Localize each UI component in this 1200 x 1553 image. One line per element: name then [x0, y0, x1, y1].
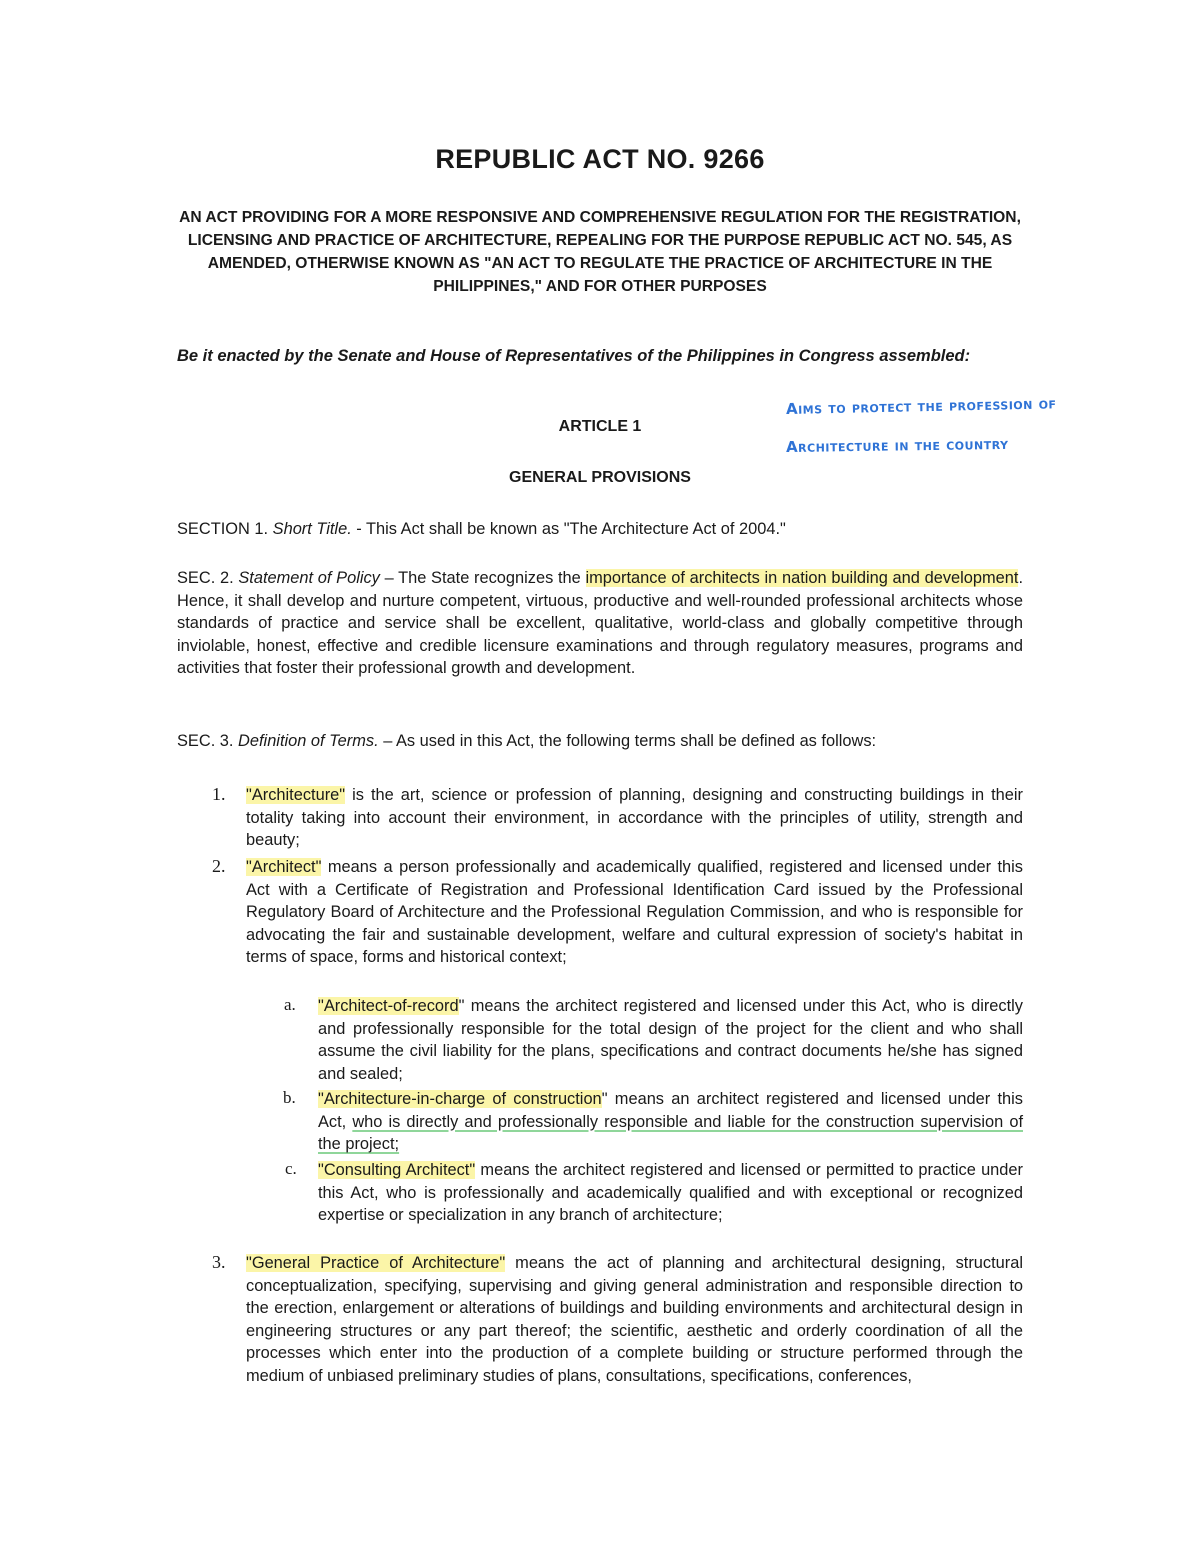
section-2 — [177, 567, 1023, 680]
definition-lead: means an architect registered and licensed under this Act, — [318, 1090, 1023, 1131]
sublist-letter: c. — [285, 1159, 297, 1178]
sublist-item — [318, 1088, 1023, 1156]
section-lead: – The State recognizes the — [379, 569, 586, 587]
article-heading: ARTICLE 1 — [558, 418, 642, 435]
section-label: SEC. 3. — [177, 732, 234, 750]
section-text: - This Act shall be known as "The Architecture Act of 2004." — [351, 520, 786, 538]
list-item — [246, 856, 1023, 969]
section-label: SECTION 1. — [177, 520, 269, 538]
sublist-letter: b. — [283, 1088, 296, 1107]
list-number: 2. — [212, 856, 226, 876]
defined-term: "General Practice of Architecture" — [246, 1254, 506, 1272]
definition-text: is the art, science or profession of planning, designing and constructing buildings in their totality taking into account their environment, in accordance with the principles of utility, strength and beauty; — [246, 786, 1023, 850]
section-label: SEC. 2. — [177, 569, 234, 587]
sublist-letter: a. — [284, 995, 296, 1014]
section-text: . Hence, it shall develop and nurture competent, virtuous, productive and well-rounded professional architects whose standards of practice and service shall be excellent, qualitative, world-class and globally competitive through inviolable, honest, effective and credible licensure examinations and through regulatory measures, programs and activities that foster their professional growth and development. — [177, 569, 1024, 678]
list-number: 3. — [212, 1252, 226, 1272]
enacting-clause: Be it enacted by the Senate and House of Representatives of the Philippines in Congress assembled: — [177, 347, 971, 365]
list-item — [246, 784, 1023, 852]
highlighted-text: importance of architects in nation building and development — [585, 569, 1019, 587]
defined-term: "Architecture-in-charge of construction — [318, 1090, 602, 1108]
section-heading: Statement of Policy — [238, 569, 380, 587]
definition-text: means the architect registered and licensed under this Act, who is directly and professionally responsible for the total design of the project for the client and who shall assume the civil liability for the plans, specifications and contract documents he/she has signed and sealed; — [318, 997, 1023, 1083]
section-1 — [177, 518, 1023, 541]
underlined-text: who is directly and professionally responsible and liable for the construction supervision of the project; — [318, 1112, 1023, 1154]
definition-text: means a person professionally and academically qualified, registered and licensed under this Act with a Certificate of Registration and Professional Identification Card issued by the Professional Regulatory Board of Architecture and the Professional Regulation Commission, and who is responsible for advocating the fair and sustainable development, welfare and cultural expression of society's habitat in terms of space, forms and historical context; — [246, 858, 1023, 967]
term-quote: " — [601, 1090, 608, 1108]
defined-term: "Consulting Architect" — [318, 1161, 476, 1179]
article-title: GENERAL PROVISIONS — [509, 469, 691, 486]
section-heading: Definition of Terms. — [238, 732, 379, 750]
list-number: 1. — [212, 784, 226, 804]
act-subtitle: AN ACT PROVIDING FOR A MORE RESPONSIVE AND COMPREHENSIVE REGULATION FOR THE REGISTRATION, LICENSING AND PRACTICE OF ARCHITECTURE, REPEALING FOR THE PURPOSE REPUBLIC ACT NO. 545, AS AMENDED, OTHERWISE KNOWN AS "AN ACT TO REGULATE THE PRACTICE OF ARCHITECTURE IN THE PHILIPPINES," AND FOR OTHER PURPOSES — [179, 209, 1021, 295]
term-quote: " — [458, 997, 465, 1015]
section-heading: Short Title. — [272, 520, 352, 538]
section-3 — [177, 730, 1023, 753]
definition-text: means the act of planning and architectural designing, structural conceptualization, specifying, supervising and giving general administration and responsible direction to the erection, enlargement or alterations of buildings and building environments and architectural design in engineering structures or any part thereof; the scientific, aesthetic and orderly coordination of all the processes which enter into the production of a complete building or structure performed through the medium of unbiased preliminary studies of plans, consultations, specifications, conferences, — [246, 1254, 1023, 1385]
defined-term: "Architecture" — [246, 786, 346, 804]
sublist-item — [318, 995, 1023, 1085]
handwritten-note-line-1: Aims to protect the profession of — [785, 394, 1057, 418]
document-title: REPUBLIC ACT NO. 9266 — [435, 144, 765, 174]
defined-term: "Architect" — [246, 858, 322, 876]
sublist-item — [318, 1159, 1023, 1227]
list-item — [246, 1252, 1023, 1388]
handwritten-note-line-2: Architecture in the country — [785, 434, 1009, 456]
defined-term: "Architect-of-record — [318, 997, 459, 1015]
definition-text: means the architect registered and licensed or permitted to practice under this Act, who is professionally and academically qualified and with exceptional or recognized expertise or specialization in any branch of architecture; — [318, 1161, 1023, 1225]
section-text: – As used in this Act, the following terms shall be defined as follows: — [378, 732, 877, 750]
